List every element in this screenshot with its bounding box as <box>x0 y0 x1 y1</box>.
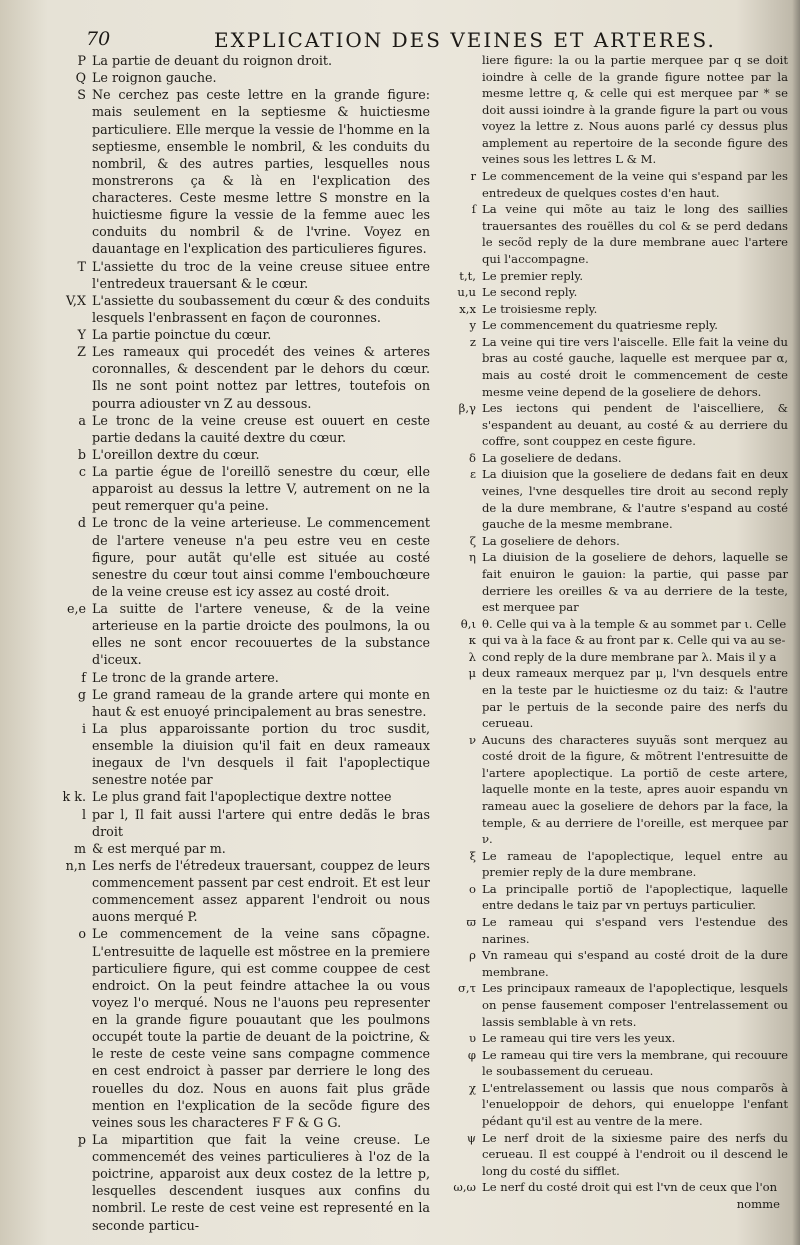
legend-entry <box>440 649 788 666</box>
entry-marker: Q <box>75 70 86 86</box>
legend-entry <box>440 533 788 550</box>
page-number: 70 <box>86 28 111 50</box>
entry-marker: l <box>81 806 86 822</box>
entry-text: La veine qui mõte au taiz le long des saillies trauersantes des rouëlles du col & se perd dedans le secõd reply de la dure membrane auec l'artere qui l'accompagne. <box>482 202 788 266</box>
entry-text: La suitte de l'artere veneuse, & de la veine arterieuse en la partie droicte des poulmons, la ou elles ne sont encor recouuertes de la substance d'iceux. <box>92 601 430 668</box>
left-column <box>34 52 430 1234</box>
legend-entry <box>34 343 430 412</box>
legend-entry <box>440 450 788 467</box>
legend-entry <box>440 1030 788 1047</box>
entry-text: La principalle portiõ de l'apoplectique, laquelle entre dedans le taiz par vn pertuys particulier. <box>482 881 788 913</box>
entry-text: L'assiette du troc de la veine creuse situee entre l'entredeux trauersant & le cœur. <box>92 258 430 291</box>
legend-entry <box>34 86 430 257</box>
entry-marker: δ <box>469 450 476 465</box>
entry-marker: η <box>469 550 476 565</box>
legend-entry <box>34 600 430 669</box>
legend-entry <box>440 1130 788 1180</box>
legend-entry <box>34 925 430 1131</box>
catchword: nomme <box>736 1196 780 1211</box>
entry-marker: μ <box>468 666 476 681</box>
entry-marker: d <box>77 515 86 531</box>
entry-text: Le commencement de la veine sans cõpagne. L'entresuitte de laquelle est mõstree en la premiere particuliere figure, qui est comme couppee de cest endroict. On la peut feindre attachee la ou vous voyez l'o merqué. Nous ne l'auons peu representer en la grande figure pouautant que les poulmons occupét toute la partie de deuant de la poictrine, & le reste de ceste veine sans compagne commence en cest endroict à passer par derriere le long des rouelles du doz. Nous en auons fait plus grãde mention en l'explication de la secõde figure des veines sous les characteres F F & G G. <box>92 926 430 1130</box>
entry-marker: ρ <box>469 948 476 963</box>
entry-marker: θ,ι <box>460 616 476 631</box>
legend-entry <box>440 1080 788 1130</box>
entry-text: Le nerf du costé droit qui est l'vn de ceux que l'on <box>482 1180 778 1195</box>
entry-text: Vn rameau qui s'espand au costé droit de la dure membrane. <box>482 948 788 979</box>
entry-marker: V,X <box>65 292 86 308</box>
entry-text: L'oreillon dextre du cœur. <box>92 446 260 462</box>
entry-marker: υ <box>468 1031 476 1046</box>
entry-marker: x,x <box>459 301 476 316</box>
entry-marker: g <box>77 686 86 702</box>
legend-entry <box>34 788 430 805</box>
entry-marker: ο <box>469 881 476 896</box>
legend-entry <box>440 284 788 301</box>
entry-marker: k k. <box>62 789 86 805</box>
entry-marker: S <box>77 87 86 103</box>
entry-text: liere figure: la ou la partie merquee par q se doit ioindre à celle de la grande figure nottee par la mesme lettre q, & celle qui est merquee par * se doit aussi ioindre à la grande figure la part ou vous voyez la lettre z. Nous auons parlé cy dessus plus amplement au repertoire de la seconde figure des veines sous les lettres L & M. <box>482 53 788 167</box>
legend-entry <box>34 720 430 789</box>
legend-entry <box>440 914 788 947</box>
entry-text: La partie poinctue du cœur. <box>92 327 272 342</box>
entry-text: La partie égue de l'oreillõ senestre du cœur, elle apparoist au dessus la lettre V, autrement on ne la peut remerquer qu'a peine. <box>92 464 430 514</box>
entry-marker: ϖ <box>466 915 476 930</box>
legend-entry <box>34 412 430 446</box>
legend-entry <box>34 292 430 326</box>
legend-entry <box>440 732 788 848</box>
page-header <box>0 26 800 52</box>
legend-entry <box>440 632 788 649</box>
entry-marker: o <box>78 926 86 942</box>
legend-entry <box>34 1131 430 1234</box>
entry-text: Le nerf droit de la sixiesme paire des nerfs du cerueau. Il est couppé à l'endroit ou il descend le long du costé du sifflet. <box>482 1130 788 1178</box>
entry-marker: ψ <box>466 1130 476 1145</box>
legend-entry <box>34 446 430 463</box>
entry-marker: r <box>470 169 476 184</box>
entry-text: deux rameaux merquez par μ, l'vn desquels entre en la teste par le huictiesme oz du taiz: & l'autre par le pertuis de la seconde paire des nerfs du cerueau. <box>482 666 788 731</box>
entry-text: Le grand rameau de la grande artere qui monte en haut & est enuoyé principalement au bras senestre. <box>92 686 430 719</box>
entry-text: La plus apparoissante portion du troc susdit, ensemble la diuision qu'il fait en deux rameaux inegaux de l'vn desquels il fait l'apoplectique senestre notée par <box>92 720 430 788</box>
entry-text: Le commencement du quatriesme reply. <box>482 318 718 333</box>
entry-text: Aucuns des characteres suyuãs sont merquez au costé droit de la figure, & mõtrent l'entresuitte de l'artere apoplectique. La portiõ de ceste artere, laquelle monte en la teste, apres auoir espandu vn rameau auec la goseliere de dehors par la face, la temple, & au derriere de l'oreille, est merquee par ν. <box>482 732 788 847</box>
entry-marker: ε <box>469 467 476 482</box>
entry-marker: Z <box>77 344 86 360</box>
entry-text: Le premier reply. <box>482 268 584 283</box>
entry-marker: ζ <box>469 533 476 548</box>
entry-marker: κ <box>468 633 476 648</box>
entry-marker: χ <box>468 1080 476 1095</box>
legend-entry <box>440 881 788 914</box>
entry-marker: c <box>78 464 86 479</box>
entry-marker: β,γ <box>458 401 476 416</box>
running-head: EXPLICATION DES VEINES ET ARTERES. <box>214 28 716 52</box>
entry-text: La mipartition que fait la veine creuse. Le commencemét des veines particulieres à l'oz de la poictrine, apparoist aux deux costez de la lettre p, lesquelles descendent iusques aux confins du nombril. Le reste de cest veine est representé en la seconde particu- <box>92 1131 430 1233</box>
entry-text: La veine qui tire vers l'aiscelle. Elle fait la veine du bras au costé gauche, laquelle est merquee par α, mais au costé droit le commencement de ceste mesme veine depend de la goseliere de dehors. <box>482 334 788 399</box>
entry-text: θ. Celle qui va à la temple & au sommet par ι. Celle <box>482 616 787 631</box>
entry-marker: y <box>469 318 476 333</box>
legend-entry <box>34 258 430 292</box>
legend-entry <box>440 549 788 615</box>
legend-entry <box>440 1179 788 1196</box>
entry-text: La goseliere de dehors. <box>482 533 620 548</box>
entry-text: Le tronc de la veine arterieuse. Le commencement de l'artere veneuse n'a peu estre veu en ceste figure, pour autãt qu'elle est située au costé senestre du cœur tout ainsi comme l'embouchœure de la veine creuse est icy assez au costé droit. <box>92 515 430 599</box>
entry-text: L'assiette du soubassement du cœur & des conduits lesquels l'enbrassent en façon de couronnes. <box>92 292 430 325</box>
legend-entry <box>34 52 430 69</box>
entry-marker: ξ <box>469 848 476 863</box>
entry-text: par l, Il fait aussi l'artere qui entre dedãs le bras droit <box>92 806 430 839</box>
entry-text: Le rameau de l'apoplectique, lequel entre au premier reply de la dure membrane. <box>482 848 788 880</box>
legend-entry <box>440 616 788 633</box>
legend-entry <box>440 466 788 532</box>
entry-text: La partie de deuant du roignon droit. <box>92 53 333 68</box>
entry-text: Les iectons qui pendent de l'aiscelliere, & s'espandent au deuant, au costé & au derriere du coffre, sont couppez en ceste figure. <box>482 401 788 449</box>
entry-marker: e,e <box>66 601 86 616</box>
entry-marker: a <box>78 412 86 428</box>
entry-text: Le tronc de la veine creuse est ouuert en ceste partie dedans la cauité dextre du cœur. <box>92 412 430 445</box>
entry-text: cond reply de la dure membrane par λ. Mais il y a <box>482 649 777 664</box>
legend-entry <box>34 669 430 686</box>
legend-entry <box>440 201 788 267</box>
entry-text: Le troisiesme reply. <box>482 301 598 316</box>
entry-text: La diuision que la goseliere de dedans fait en deux veines, l'vne desquelles tire droit au second reply de la dure membrane, & l'autre s'espand au costé gauche de la mesme membrane. <box>482 467 788 532</box>
legend-entry <box>440 334 788 400</box>
legend-entry <box>34 806 430 840</box>
legend-entry <box>34 463 430 514</box>
legend-entry <box>34 514 430 600</box>
entry-text: Le rameau qui tire vers la membrane, qui recouure le soubassement du cerueau. <box>482 1047 788 1079</box>
entry-text: Le second reply. <box>482 285 578 300</box>
legend-entry <box>34 840 430 857</box>
entry-marker: ſ <box>471 202 476 217</box>
legend-entry <box>440 168 788 201</box>
entry-text: L'entrelassement ou lassis que nous comparõs à l'enueloppoir de dehors, qui enueloppe l'enfant pédant qu'il est au ventre de la mere. <box>482 1080 788 1128</box>
legend-entry <box>440 947 788 980</box>
legend-entry <box>440 848 788 881</box>
entry-text: & est merqué par m. <box>92 840 226 856</box>
legend-entry <box>34 686 430 720</box>
legend-entry <box>440 52 788 168</box>
entry-text: Ne cerchez pas ceste lettre en la grande figure: mais seulement en la septiesme & huictiesme particuliere. Elle merque la vessie de l'homme en la septiesme, ensemble le nombril, & les conduits du nombril, & des autres parties, lesquelles nous monstrerons ça & là en l'explication des characteres. Ceste mesme lettre S monstre en la huictiesme figure la vessie de la femme auec les conduits du nombril & de l'vrine. Voyez en dauantage en l'explication des particulieres figures. <box>92 87 430 257</box>
entry-text: La goseliere de dedans. <box>482 450 622 465</box>
entry-text: Le commencement de la veine qui s'espand par les entredeux de quelques costes d'en haut. <box>482 169 788 200</box>
legend-entry <box>440 1047 788 1080</box>
right-column <box>440 52 788 1212</box>
entry-marker: ω,ω <box>453 1180 476 1195</box>
entry-text: qui va à la face & au front par κ. Celle qui va au se- <box>482 633 786 648</box>
entry-marker: m <box>73 840 86 856</box>
legend-entry <box>440 980 788 1030</box>
entry-text: La diuision de la goseliere de dehors, laquelle se fait enuiron le gauion: la partie, qui passe par derriere les oreilles & va au derriere de la teste, est merquee par <box>482 550 788 615</box>
entry-marker: i <box>81 720 86 736</box>
entry-marker: T <box>77 258 86 274</box>
legend-entry <box>440 400 788 450</box>
entry-marker: Y <box>77 327 86 342</box>
legend-entry <box>440 301 788 318</box>
legend-entry <box>34 857 430 926</box>
entry-text: Les rameaux qui procedét des veines & arteres coronnalles, & descendent par le dehors du cœur. Ils ne sont point nottez par lettres, toutefois on pourra adiouster vn Z au dessous. <box>92 344 430 411</box>
entry-marker: t,t, <box>459 268 476 283</box>
entry-text: Les nerfs de l'étredeux trauersant, couppez de leurs commencement passent par cest endroit. Et est leur commencement assez apparent l'endroit ou nous auons merqué P. <box>92 857 430 925</box>
entry-text: Le roignon gauche. <box>92 70 217 86</box>
entry-text: Le rameau qui tire vers les yeux. <box>482 1031 676 1046</box>
entry-marker: b <box>77 446 86 462</box>
entry-text: Le tronc de la grande artere. <box>92 669 279 685</box>
entry-marker: σ,τ <box>457 981 476 996</box>
entry-marker: u,u <box>457 285 476 300</box>
entry-marker: ν <box>468 732 476 747</box>
entry-text: Le plus grand fait l'apoplectique dextre nottee <box>92 789 392 805</box>
entry-marker: λ <box>468 649 476 664</box>
entry-marker: P <box>77 53 86 68</box>
legend-entry <box>34 326 430 343</box>
entry-marker: f <box>81 669 86 685</box>
page-edge-shadow <box>792 0 800 1245</box>
entry-text: Les principaux rameaux de l'apoplectique, lesquels on pense fausement composer l'entrelassement ou lassis semblable à vn rets. <box>482 981 788 1029</box>
entry-marker: p <box>77 1131 86 1147</box>
entry-marker: φ <box>467 1047 476 1062</box>
entry-marker: z <box>469 334 476 349</box>
legend-entry <box>440 665 788 731</box>
entry-marker: n,n <box>65 857 86 873</box>
legend-entry <box>440 317 788 334</box>
legend-entry <box>34 69 430 86</box>
entry-text: Le rameau qui s'espand vers l'estendue des narines. <box>482 915 788 946</box>
legend-entry <box>440 268 788 285</box>
